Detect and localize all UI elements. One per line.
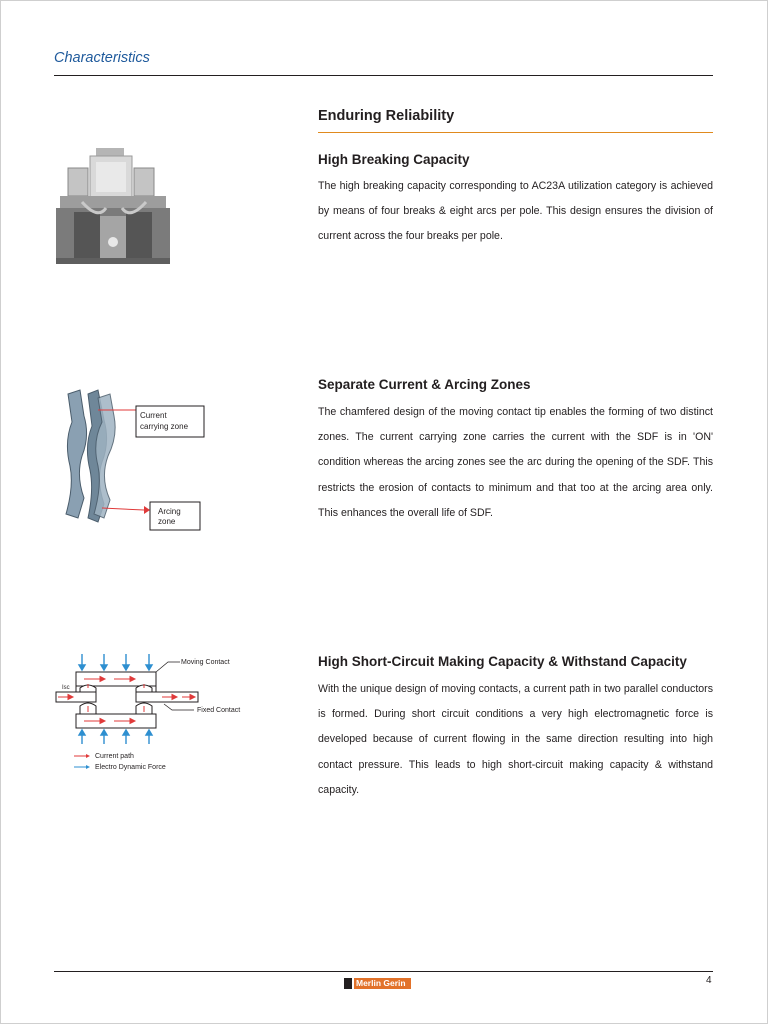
section-body-breaking-capacity: The high breaking capacity corresponding to AC23A utilization category is achieved by means of four breaks & eight arcs per pole. This design ensures the division of current across the four breaks per pole. <box>318 180 713 243</box>
logo-mark-icon <box>344 978 352 989</box>
section-title-making-capacity: High Short-Circuit Making Capacity & Withstand Capacity <box>318 654 687 669</box>
arcing-zone-label-line1: Arcing <box>158 507 181 516</box>
current-zone-label-line1: Current <box>140 411 167 420</box>
contact-zones-diagram <box>54 386 214 536</box>
main-title-rule <box>318 132 713 133</box>
legend-electro-dynamic-force: Electro Dynamic Force <box>95 764 166 771</box>
main-title: Enduring Reliability <box>318 108 455 124</box>
switch-mechanism-photo <box>54 146 174 266</box>
force-arrows-bottom <box>79 730 152 744</box>
moving-contact-label: Moving Contact <box>181 659 230 666</box>
legend-current-path: Current path <box>95 753 134 760</box>
arcing-zone-label-line2: zone <box>158 517 176 526</box>
page-number: 4 <box>706 975 712 986</box>
section-title-breaking-capacity: High Breaking Capacity <box>318 152 470 167</box>
current-zone-label-line2: carrying zone <box>140 422 189 431</box>
header-rule <box>54 75 713 76</box>
section-body-making-capacity: With the unique design of moving contacts, a current path in two parallel conductors is formed. During short circuit conditions a very high electromagnetic force is developed because of current flowing in the same direction resulting into high contact pressure. This leads to high short-circuit making capacity & withstand capacity. <box>318 683 713 796</box>
header-title: Characteristics <box>54 50 150 66</box>
footer-rule <box>54 971 713 972</box>
section-title-zones: Separate Current & Arcing Zones <box>318 377 531 392</box>
logo-text: Merlin Gerin <box>354 978 411 989</box>
section-body-zones: The chamfered design of the moving contact tip enables the forming of two distinct zones. The current carrying zone carries the current with the SDF is in 'ON' condition whereas the arcing zones see the arc during the opening of the SDF. This restricts the erosion of contacts to minimum and that too at the arcing area only. This enhances the overall life of SDF. <box>318 406 713 519</box>
merlin-gerin-logo <box>344 978 411 989</box>
contact-force-diagram <box>54 648 254 778</box>
force-arrows-top <box>79 654 152 670</box>
isc-label: Isc <box>62 685 70 691</box>
fixed-contact-label: Fixed Contact <box>197 707 241 714</box>
